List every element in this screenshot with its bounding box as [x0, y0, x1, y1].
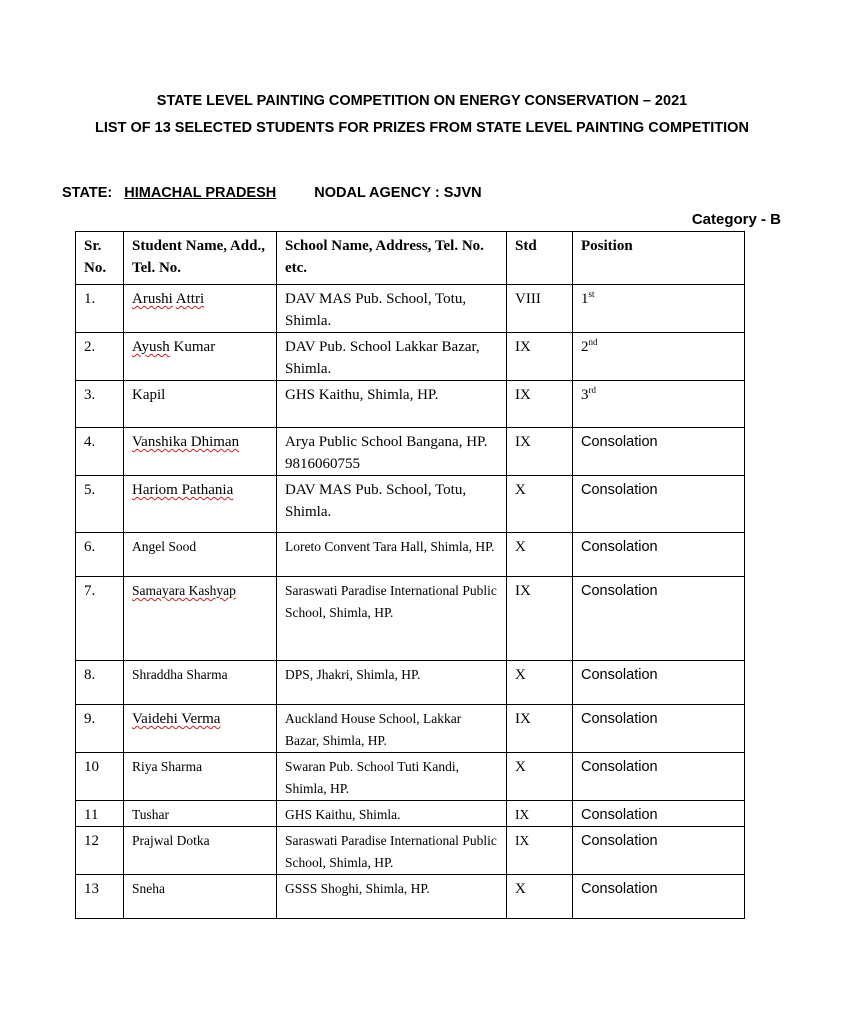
document-title: STATE LEVEL PAINTING COMPETITION ON ENERGY CONSERVATION – 2021: [156, 93, 688, 109]
position: [573, 333, 745, 381]
student-name: Sneha: [124, 875, 277, 919]
position: [573, 285, 745, 333]
header-school: School Name, Address, Tel. No. etc.: [277, 232, 507, 285]
header-std: Std: [507, 232, 573, 285]
table-row: [76, 577, 745, 661]
position-suffix: nd: [588, 337, 598, 347]
std: X: [507, 875, 573, 919]
sr-no: 3.: [76, 381, 124, 428]
table-row: [76, 827, 745, 875]
table-row: [76, 476, 745, 533]
school-name: DAV Pub. School Lakkar Bazar, Shimla.: [277, 333, 507, 381]
student-name-text: Samayara Kashyap: [132, 583, 236, 598]
state-line: [62, 185, 482, 201]
sr-no: 7.: [76, 577, 124, 661]
sr-no: 6.: [76, 533, 124, 577]
table-row: [76, 428, 745, 476]
position-suffix: rd: [588, 385, 596, 395]
position-number: 1: [581, 291, 589, 307]
sr-no: 4.: [76, 428, 124, 476]
position: Consolation: [573, 875, 745, 919]
nodal-agency: NODAL AGENCY : SJVN: [314, 185, 482, 201]
position: Consolation: [573, 476, 745, 533]
position: Consolation: [573, 428, 745, 476]
school-name: DAV MAS Pub. School, Totu, Shimla.: [277, 285, 507, 333]
student-first-name: Arushi: [132, 291, 173, 307]
std: IX: [507, 827, 573, 875]
std: X: [507, 753, 573, 801]
student-name: Tushar: [124, 801, 277, 827]
position: Consolation: [573, 577, 745, 661]
sr-no: 5.: [76, 476, 124, 533]
school-name: Saraswati Paradise International Public School, Shimla, HP.: [277, 577, 507, 661]
header-sr-no: Sr. No.: [76, 232, 124, 285]
sr-no: 1.: [76, 285, 124, 333]
std: IX: [507, 801, 573, 827]
results-table: [75, 231, 745, 919]
student-name-text: Vanshika Dhiman: [132, 434, 240, 450]
school-name: GSSS Shoghi, Shimla, HP.: [277, 875, 507, 919]
student-name: [124, 333, 277, 381]
school-name: Arya Public School Bangana, HP. 9816060755: [277, 428, 507, 476]
position: Consolation: [573, 705, 745, 753]
document-subtitle: LIST OF 13 SELECTED STUDENTS FOR PRIZES FROM STATE LEVEL PAINTING COMPETITION: [95, 120, 749, 136]
sr-no: 2.: [76, 333, 124, 381]
position: Consolation: [573, 801, 745, 827]
position-number: 2: [581, 339, 589, 355]
position: Consolation: [573, 533, 745, 577]
std: IX: [507, 705, 573, 753]
school-name: DAV MAS Pub. School, Totu, Shimla.: [277, 476, 507, 533]
sr-no: 13: [76, 875, 124, 919]
position: Consolation: [573, 661, 745, 705]
sr-no: 11: [76, 801, 124, 827]
std: IX: [507, 577, 573, 661]
school-name: DPS, Jhakri, Shimla, HP.: [277, 661, 507, 705]
header-student: Student Name, Add., Tel. No.: [124, 232, 277, 285]
student-name: Angel Sood: [124, 533, 277, 577]
position: [573, 381, 745, 428]
table-row: [76, 285, 745, 333]
table-row: [76, 705, 745, 753]
state-value: HIMACHAL PRADESH: [124, 185, 277, 201]
std: X: [507, 661, 573, 705]
school-name: Auckland House School, Lakkar Bazar, Shimla, HP.: [277, 705, 507, 753]
sr-no: 12: [76, 827, 124, 875]
std: VIII: [507, 285, 573, 333]
std: X: [507, 533, 573, 577]
student-name: Prajwal Dotka: [124, 827, 277, 875]
table-header-row: [76, 232, 745, 285]
position: Consolation: [573, 753, 745, 801]
sr-no: 10: [76, 753, 124, 801]
table-row: [76, 333, 745, 381]
position-suffix: st: [588, 289, 595, 299]
student-name-text: Hariom Pathania: [132, 482, 234, 498]
sr-no: 8.: [76, 661, 124, 705]
school-name: Swaran Pub. School Tuti Kandi, Shimla, HP.: [277, 753, 507, 801]
table-row: [76, 875, 745, 919]
school-name: Loreto Convent Tara Hall, Shimla, HP.: [277, 533, 507, 577]
position: Consolation: [573, 827, 745, 875]
table-row: [76, 533, 745, 577]
table-row: [76, 753, 745, 801]
table-row: [76, 801, 745, 827]
student-first-name: Ayush: [132, 339, 170, 355]
school-name: Saraswati Paradise International Public School, Shimla, HP.: [277, 827, 507, 875]
student-name: Shraddha Sharma: [124, 661, 277, 705]
student-name: [124, 476, 277, 533]
std: X: [507, 476, 573, 533]
state-label: STATE:: [62, 185, 113, 201]
student-last-name: Attri: [175, 291, 205, 307]
std: IX: [507, 381, 573, 428]
sr-no: 9.: [76, 705, 124, 753]
category-label: Category - B: [691, 211, 781, 228]
student-last-name: Kumar: [173, 339, 216, 355]
position-number: 3: [581, 387, 589, 403]
student-name: [124, 285, 277, 333]
school-name: GHS Kaithu, Shimla.: [277, 801, 507, 827]
student-name: [124, 577, 277, 661]
student-name: [124, 428, 277, 476]
header-position: Position: [573, 232, 745, 285]
student-name: Riya Sharma: [124, 753, 277, 801]
table-row: [76, 381, 745, 428]
student-name-text: Vaidehi Verma: [132, 711, 221, 727]
std: IX: [507, 333, 573, 381]
table-row: [76, 661, 745, 705]
student-name: [124, 705, 277, 753]
std: IX: [507, 428, 573, 476]
school-name: GHS Kaithu, Shimla, HP.: [277, 381, 507, 428]
student-name: Kapil: [124, 381, 277, 428]
